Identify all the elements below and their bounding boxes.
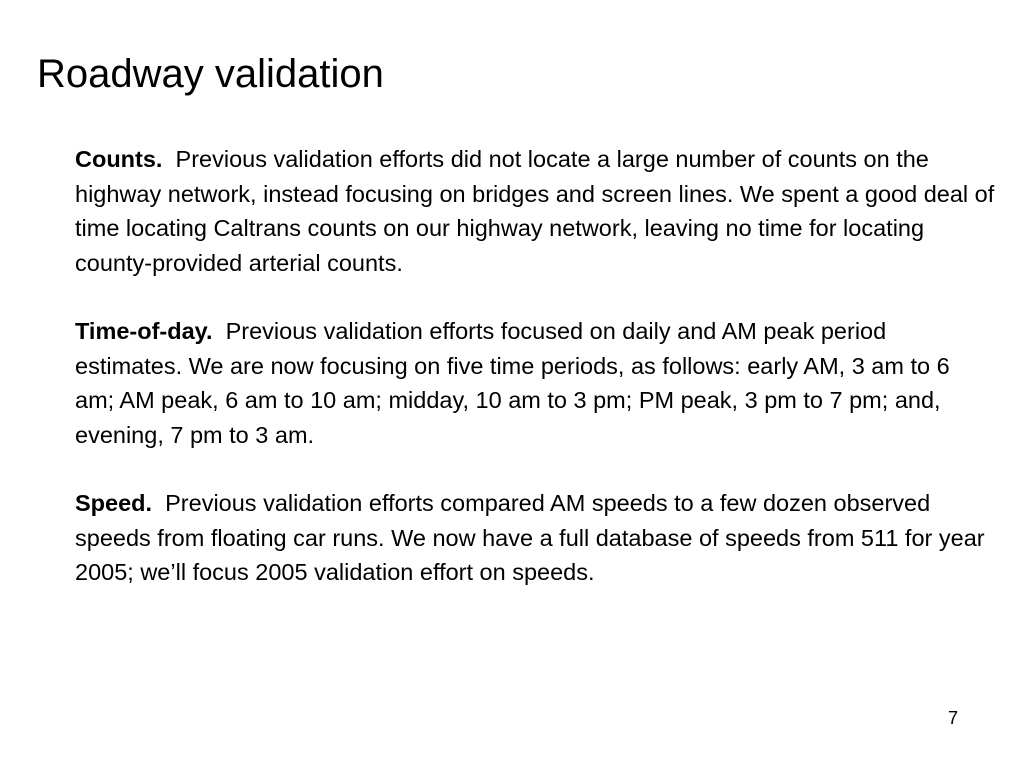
paragraph-text-speed: Previous validation efforts compared AM speeds to a few dozen observed speeds from floating car runs. We now have a full database of speeds from 511 for year 2005; we’ll focus 2005 validation effort on speeds. bbox=[75, 490, 985, 585]
paragraph-text-counts: Previous validation efforts did not locate a large number of counts on the highway network, instead focusing on bridges and screen lines. We spent a good deal of time locating Caltrans counts on our highway network, leaving no time for locating county-provided arterial counts. bbox=[75, 146, 995, 276]
paragraph-lead-counts: Counts. bbox=[75, 146, 163, 172]
paragraph-counts bbox=[75, 142, 995, 280]
paragraph-lead-time-of-day: Time-of-day. bbox=[75, 318, 213, 344]
paragraph-time-of-day bbox=[75, 314, 995, 452]
slide-body bbox=[75, 142, 995, 590]
paragraph-text-time-of-day: Previous validation efforts focused on daily and AM peak period estimates. We are now focusing on five time periods, as follows: early AM, 3 am to 6 am; AM peak, 6 am to 10 am; midday, 10 am to 3 pm; PM peak, 3 pm to 7 pm; and, evening, 7 pm to 3 am. bbox=[75, 318, 950, 448]
slide-title: Roadway validation bbox=[37, 52, 384, 96]
page-number: 7 bbox=[948, 708, 959, 728]
paragraph-lead-speed: Speed. bbox=[75, 490, 153, 516]
paragraph-speed bbox=[75, 486, 995, 590]
